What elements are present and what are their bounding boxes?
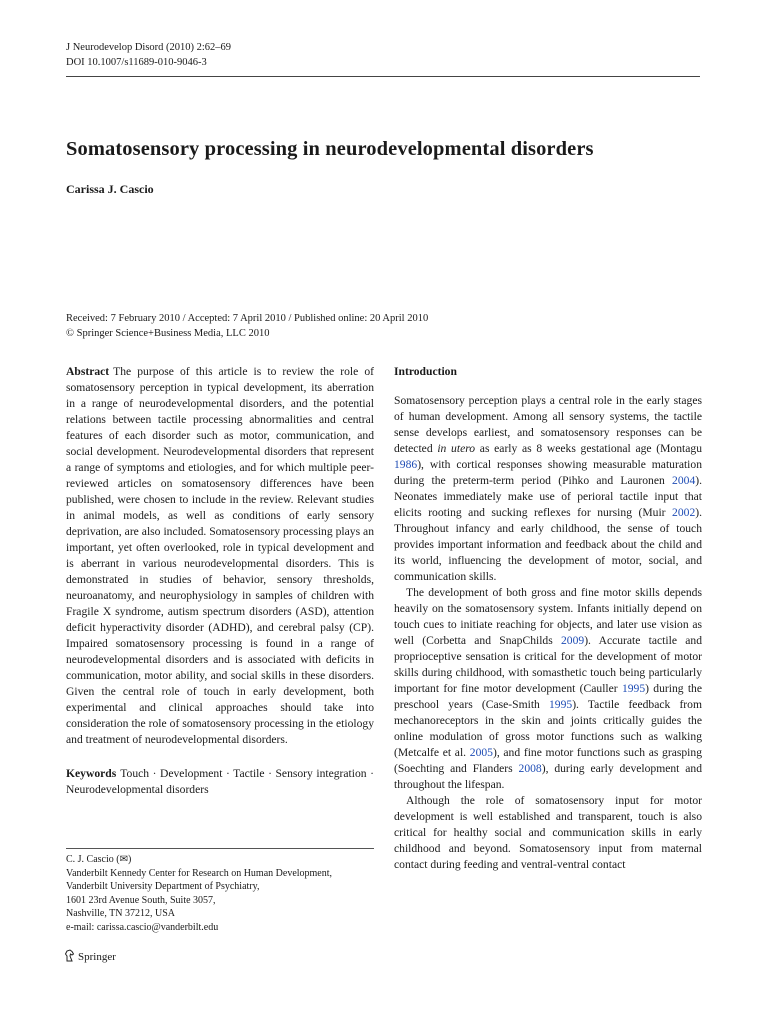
text-run: ), during early development and throughout the lifespan. xyxy=(394,762,703,791)
abstract-text: The purpose of this article is to review the role of somatosensory perception in typical development, its aberration in a range of neurodevelopmental disorders, and the potential relations between tactile processing abnormalities and central features of each disorder such as motor, communication, and social development. Neurodevelopmental disorders that represent a range of symptoms and etiologies, and for which multiple peer-reviewed articles on somatosensory differences have been published, were chosen to include in the review. Relevant studies in animal models, as well as conditions of early sensory deprivation, are also included. Somatosensory processing plays an important, yet often overlooked, role in typical development and is aberrant in various neurodevelopmental disorders. This is demonstrated in studies of behavior, sensory thresholds, neuroanatomy, and neurophysiology in samples of children with Fragile X syndrome, autism spectrum disorders (ASD), attention deficit hyperactivity disorder (ADHD), and cerebral palsy (CP). Impaired somatosensory processing is found in a range of neurodevelopmental disorders and is associated with deficits in communication, motor ability, and social skills in these disorders. Given the central role of touch in early development, both experimental and clinical approaches should take into consideration the role of somatosensory processing in the etiology and treatment of neurodevelopmental disorders. xyxy=(66,365,374,746)
copyright: © Springer Science+Business Media, LLC 2010 xyxy=(66,327,270,339)
text-run: The development of both gross and fine motor skills depends heavily on the somatosensory system. Infants initially depend on touch cues to initiate reaching for objects, and later use vision as well (Corbetta and SnapChilds xyxy=(394,586,702,647)
journal-header xyxy=(66,40,231,70)
author-name: Carissa J. Cascio xyxy=(66,182,154,196)
abstract xyxy=(66,364,374,748)
header-rule xyxy=(66,76,700,77)
journal-citation: J Neurodevelop Disord (2010) 2:62–69 xyxy=(66,42,232,53)
keywords-text: Touch · Development · Tactile · Sensory integration · Neurodevelopmental disorders xyxy=(66,767,374,796)
citation-link[interactable]: 2004 xyxy=(672,474,696,487)
citation-link[interactable]: 2005 xyxy=(469,746,493,759)
italic-term: in utero xyxy=(437,442,476,455)
text-run: ). Tactile feedback from mechanoreceptors in the skin and joints critically guides the online modulation of gross motor functions such as walking (Metcalfe et al. xyxy=(394,698,702,759)
correspondence-name: C. J. Cascio (✉) xyxy=(66,854,132,865)
affiliation-line-1: Vanderbilt Kennedy Center for Research on Human Development, xyxy=(66,867,333,879)
abstract-heading: Abstract xyxy=(66,365,110,378)
text-run: ). Accurate tactile and proprioceptive sensation is critical for the development of motor skills during childhood, with somasthetic touch being particularly important for fine motor development (Cauller xyxy=(394,634,702,695)
article-title: Somatosensory processing in neurodevelopmental disorders xyxy=(66,138,594,160)
email-link[interactable]: e-mail: carissa.cascio@vanderbilt.edu xyxy=(66,921,219,933)
springer-horse-icon xyxy=(64,949,75,965)
citation-link[interactable]: 2009 xyxy=(561,634,585,647)
publisher-name: Springer xyxy=(78,951,116,963)
citation-link[interactable]: 1995 xyxy=(549,698,573,711)
citation-link[interactable]: 1995 xyxy=(621,682,646,695)
text-run: ), and fine motor functions such as grasping (Soechting and Flanders xyxy=(394,746,702,775)
page-footer xyxy=(64,949,116,965)
citation-link[interactable]: 2008 xyxy=(518,762,542,775)
affiliation-line-2: Vanderbilt University Department of Psychiatry, xyxy=(66,881,260,892)
publication-dates xyxy=(66,312,428,341)
right-column xyxy=(394,364,702,873)
text-run: ), with cortical responses showing measurable maturation during the preterm-term period (Pihko and Lauronen xyxy=(394,458,702,487)
intro-paragraph-1 xyxy=(394,393,702,585)
intro-paragraph-2 xyxy=(394,585,702,793)
correspondence-block xyxy=(66,848,374,934)
address-line-2: Nashville, TN 37212, USA xyxy=(66,908,175,919)
text-run: as early as 8 weeks gestational age (Montagu xyxy=(475,442,702,455)
doi: DOI 10.1007/s11689-010-9046-3 xyxy=(66,57,207,68)
text-run: ). Neonates immediately make use of perioral tactile input that elicits rooting and sucking reflexes for nursing (Muir xyxy=(394,474,702,519)
text-run: Somatosensory perception plays a central role in the early stages of human development. Among all sensory systems, the tactile sense develops earliest, and somatosensory responses can be detected xyxy=(394,394,702,455)
citation-link[interactable]: 1986 xyxy=(394,458,418,471)
citation-link[interactable]: 2002 xyxy=(672,506,696,519)
keywords xyxy=(66,766,374,798)
keywords-heading: Keywords xyxy=(66,767,117,780)
intro-paragraph-3: Although the role of somatosensory input for motor development is well established and transparent, touch is also critical for healthy social and communication skills in early childhood and beyond. Somatosensory input from maternal contact during feeding and ventral-ventral contact xyxy=(394,794,702,871)
text-run: ) during the preschool years (Case-Smith xyxy=(394,682,703,711)
history-dates: Received: 7 February 2010 / Accepted: 7 April 2010 / Published online: 20 April 2010 xyxy=(66,313,429,324)
introduction-heading: Introduction xyxy=(394,365,457,378)
text-run: ). Throughout infancy and early childhood, the sense of touch provides important information and feedback about the child and its world, influencing the development of motor, social, and communication skills. xyxy=(394,506,702,583)
left-column xyxy=(66,364,374,798)
address-line-1: 1601 23rd Avenue South, Suite 3057, xyxy=(66,894,216,906)
